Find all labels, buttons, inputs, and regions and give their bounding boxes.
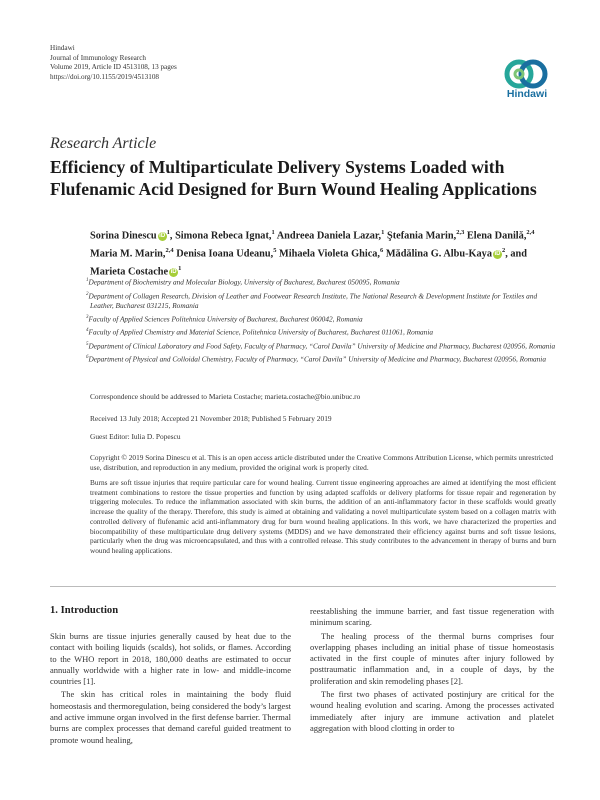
affiliation-text: Department of Clinical Laboratory and Food Safety, Faculty of Pharmacy, “Carol Davila” University of Medicine and Pharmacy, Bucharest 020956, Romania — [88, 341, 556, 351]
author-name: Andreea Daniela Lazar, — [276, 230, 382, 242]
paragraph: The skin has critical roles in maintaining the body fluid homeostasis and thermoregulation, being considered the body’s largest and active immune organ involved in the first defense barrier. Thermal burns are complex processes that demand careful guided treatment to promote wound healing, — [50, 689, 291, 745]
volume-line: Volume 2019, Article ID 4513108, 13 pages — [50, 63, 177, 72]
paragraph: Skin burns are tissue injuries generally caused by heat due to the contact with boiling liquids (scalds), hot solids, or flames. According to the WHO report in 2018, 180,000 deaths are estimated to occur annually worldwide with a higher rate in low- and middle-income countries [1]. — [50, 631, 291, 687]
publisher-name: Hindawi — [50, 44, 75, 52]
publication-dates: Received 13 July 2018; Accepted 21 November 2018; Published 5 February 2019 — [90, 414, 332, 423]
affiliation-number: 2 — [86, 291, 89, 297]
paragraph: The healing process of the thermal burns comprises four overlapping phases including an initial phase of tissue homeostasis activated in the first couple of minutes after injury followed by posttraumatic inflammation and, in a couple of days, by the proliferation and skin remodeling phases [2]. — [310, 630, 554, 686]
author-list — [90, 226, 560, 280]
journal-header — [50, 44, 177, 82]
body-column-right — [310, 606, 554, 736]
doi-link[interactable]: https://doi.org/10.1155/2019/4513108 — [50, 72, 160, 81]
author-name: Denisa Ioana Udeanu, — [176, 248, 274, 260]
affiliation-text: Faculty of Applied Sciences Politehnica University of Bucharest, Bucharest 060042, Romania — [88, 314, 363, 324]
affiliation — [86, 313, 556, 324]
author-name: Mădălina G. Albu-Kaya — [385, 248, 492, 260]
divider — [50, 586, 556, 587]
author-affiliation-sup: 2 — [501, 246, 506, 254]
author-name: Mihaela Violeta Ghica, — [279, 248, 380, 260]
journal-name: Journal of Immunology Research — [50, 53, 147, 62]
section-heading: 1. Introduction — [50, 605, 119, 616]
affiliation-text: Faculty of Applied Chemistry and Material Science, Politehnica University of Bucharest, Bucharest 011061, Romania — [88, 327, 434, 337]
affiliation — [86, 290, 556, 311]
author-affiliation-sup: 1 — [178, 264, 182, 272]
affiliation-number: 1 — [86, 278, 89, 283]
copyright-notice: Copyright © 2019 Sorina Dinescu et al. This is an open access article distributed under the Creative Commons Attribution License, which permits unrestricted use, distribution, and reproduction in any medium, provided the original work is properly cited. — [90, 453, 553, 472]
paragraph: The first two phases of activated postinjury are critical for the wound healing evolution and scaring. Among the processes activated immediately after injury are immune activation and platelet aggregation with blood clotting in order to — [310, 689, 554, 733]
body-column-left — [50, 631, 291, 748]
affiliation-text: Department of Physical and Colloidal Chemistry, Faculty of Pharmacy, “Carol Davila” University of Medicine and Pharmacy, Bucharest 020956, Romania — [88, 354, 546, 364]
author-name: Ştefania Marin, — [386, 230, 457, 242]
affiliation — [86, 276, 556, 287]
paragraph: reestablishing the immune barrier, and fast tissue regeneration with minimum scaring. — [310, 606, 554, 628]
author-name: Elena Danilă, — [466, 230, 527, 242]
author-separator: , — [505, 248, 511, 260]
author-affiliation-sup: 1 — [381, 229, 385, 236]
affiliation-number: 3 — [86, 314, 89, 320]
author-separator: , — [169, 230, 176, 242]
author-name: and Marieta Costache — [90, 248, 527, 278]
affiliation-text: Department of Biochemistry and Molecular Biology, University of Bucharest, Bucharest 050095, Romania — [88, 277, 400, 287]
orcid-icon[interactable]: iD — [494, 251, 501, 258]
affiliation-number: 4 — [86, 328, 89, 334]
author-affiliation-sup: 2,4 — [526, 229, 535, 236]
author-affiliation-sup: 1 — [166, 229, 170, 236]
article-type: Research Article — [50, 135, 157, 152]
affiliation — [86, 353, 556, 364]
author-affiliation-sup: 2,4 — [165, 246, 174, 254]
affiliation-number: 5 — [86, 341, 89, 347]
affiliation-list — [86, 276, 556, 367]
orcid-icon[interactable]: iD — [159, 233, 166, 240]
author-affiliation-sup: 6 — [380, 246, 384, 254]
logo-text: Hindawi — [506, 88, 548, 100]
author-affiliation-sup: 5 — [273, 246, 277, 254]
affiliation — [86, 326, 556, 337]
article-title: Efficiency of Multiparticulate Delivery Systems Loaded with Flufenamic Acid Designed for Burn Wound Healing Applications — [50, 157, 537, 199]
guest-editor: Guest Editor: Iulia D. Popescu — [90, 432, 181, 441]
author-affiliation-sup: 2,3 — [456, 229, 465, 236]
author-name: Maria M. Marin, — [90, 248, 166, 260]
orcid-icon[interactable]: iD — [170, 269, 177, 276]
affiliation-text: Department of Collagen Research, Division of Leather and Footwear Research Institute, The National Research & Development Institute for Textiles and Leather, Bucharest 031215, Romania — [88, 290, 538, 310]
abstract: Burns are soft tissue injuries that require particular care for wound healing. Current tissue engineering approaches are aimed at identifying the most efficient treatment combinations to restore the tissue properties and function by using adapted scaffolds or delivery platforms for tissue repair and regeneration by triggering molecules. To reduce the inflammation associated with skin burns, the addition of an anti-inflammatory factor in these scaffolds would greatly increase the quality of the therapy. Therefore, this study is aimed at obtaining and validating a novel multiparticulate system based on a collagen matrix with controlled delivery of flufenamic acid anti-inflammatory drug for burn wound healing applications. In this work, we have characterized the properties and biocompatibility of these multiparticulate drug delivery systems (MDDS) and we have demonstrated their efficiency against burns and soft tissue lesions, particularly when the drug was microencapsulated, and thus with a controlled release. This study contributes to the advancement in therapy of burns and burn wound healing applications. — [90, 478, 556, 555]
author-name: Simona Rebeca Ignat, — [175, 230, 272, 242]
affiliation-number: 6 — [86, 355, 89, 361]
author-name: Sorina Dinescu — [90, 230, 157, 242]
affiliation — [86, 340, 556, 351]
correspondence: Correspondence should be addressed to Marieta Costache; marieta.costache@bio.unibuc.ro — [90, 392, 361, 401]
author-affiliation-sup: 1 — [271, 229, 275, 236]
